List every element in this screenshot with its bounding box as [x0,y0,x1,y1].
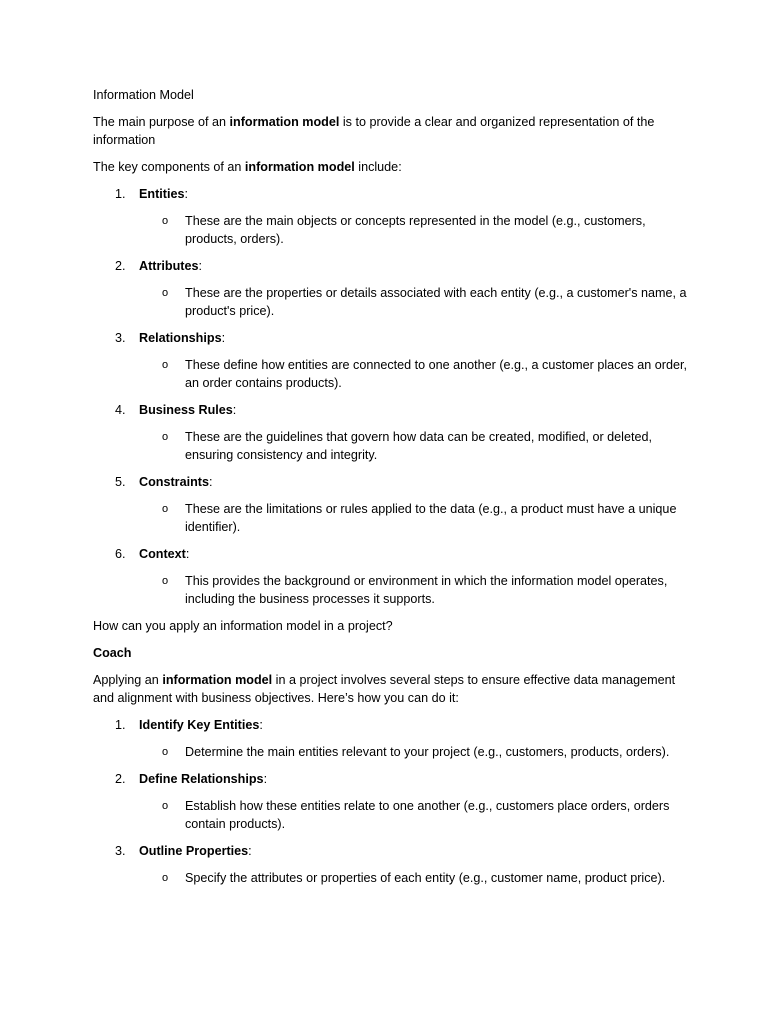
sub-list-item [139,428,688,464]
document-title: Information Model [93,88,194,102]
list-item: 3. Outline Properties: o Specify the attributes or properties of each entity (e.g., customer name, product price). [93,842,688,887]
list-item-description: These are the guidelines that govern how data can be created, modified, or deleted, ensuring consistency and integrity. [185,430,652,462]
list-item-description: These are the properties or details associated with each entity (e.g., a customer's name, a product's price). [185,286,687,318]
list-item-label: Define Relationships [139,772,264,786]
list-number: 3. [115,844,126,858]
sub-list-item [139,743,688,761]
list-item: 6. Context: o This provides the background or environment in which the information model operates, including the business processes it supports. [93,545,688,608]
list-item-description: Establish how these entities relate to one another (e.g., customers place orders, orders contain products). [185,799,670,831]
intro-paragraph [93,113,688,149]
list-item: 3. Relationships: o These define how entities are connected to one another (e.g., a customer places an order, an order contains products). [115,331,687,390]
list-item-label: Outline Properties [139,844,249,858]
list-item-description: This provides the background or environment in which the information model operates, including the business processes it supports. [185,574,668,606]
apply-intro-bold: information model [162,673,273,687]
sub-list-item [139,797,688,833]
bullet-icon: o [162,746,169,758]
components-list [93,185,688,608]
components-intro-paragraph [93,158,688,176]
sub-list-item [139,212,688,248]
list-item-description: Determine the main entities relevant to your project (e.g., customers, products, orders). [185,745,670,759]
list-item: 2. Attributes: o These are the properties or details associated with each entity (e.g., a customer's name, a product's price). [115,259,687,318]
list-number: 3. [115,331,126,345]
list-item-description: Specify the attributes or properties of each entity (e.g., customer name, product price). [185,871,666,885]
list-item: 1. Identify Key Entities: o Determine the main entities relevant to your project (e.g., customers, products, orders). [93,716,688,761]
intro-text-post: is to provide a clear and organized representation of the information [93,115,655,147]
bullet-icon: o [162,215,169,227]
list-item-description: These are the main objects or concepts represented in the model (e.g., customers, products, orders). [185,214,646,246]
list-item-label: Entities [139,187,185,201]
sub-list-item [139,356,688,392]
apply-intro-post: in a project involves several steps to ensure effective data management and alignment with business objectives. Here’s how you can do it: [93,673,676,705]
list-number: 6. [115,547,126,561]
apply-intro-paragraph [93,671,688,707]
sub-list-item [139,500,688,536]
list-item-label: Attributes [139,259,199,273]
list-item: 2. Define Relationships: o Establish how these entities relate to one another (e.g., customers place orders, orders contain products). [93,770,688,833]
list-item: 1. Entities: o These are the main objects or concepts represented in the model (e.g., customers, products, orders). [93,185,688,248]
components-intro-post: include: [354,160,402,174]
intro-text-bold: information model [229,115,340,129]
sub-list-item [139,869,688,887]
bullet-icon: o [162,575,169,587]
bullet-icon: o [162,503,169,515]
components-intro-bold: information model [244,160,355,174]
sub-list-item [139,284,688,320]
sub-list-item [139,572,688,608]
steps-list [93,716,688,887]
bullet-icon: o [162,872,169,884]
coach-heading: Coach [93,646,132,660]
list-item-label: Relationships [139,331,222,345]
list-item-label: Constraints [139,475,209,489]
bullet-icon: o [162,287,169,299]
list-item-label: Context [139,547,186,561]
list-number: 5. [115,475,126,489]
question-paragraph: How can you apply an information model in a project? [93,619,393,633]
list-item-description: These define how entities are connected to one another (e.g., a customer places an order, an order contains products). [185,358,687,390]
list-number: 4. [115,403,126,417]
list-item-label: Business Rules [139,403,233,417]
list-item-description: These are the limitations or rules applied to the data (e.g., a product must have a unique identifier). [185,502,677,534]
list-number: 2. [115,772,126,786]
bullet-icon: o [162,359,169,371]
components-intro-pre: The key components of an [93,160,245,174]
bullet-icon: o [162,431,169,443]
list-item-label: Identify Key Entities [139,718,260,732]
list-number: 2. [115,259,126,273]
list-item: 5. Constraints: o These are the limitations or rules applied to the data (e.g., a product must have a unique identifier). [93,473,688,536]
list-item: 4. Business Rules: o These are the guidelines that govern how data can be created, modified, or deleted, ensuring consistency and integrity. [93,401,688,464]
bullet-icon: o [162,800,169,812]
list-number: 1. [115,718,126,732]
apply-intro-pre: Applying an [93,673,163,687]
list-number: 1. [115,187,126,201]
intro-text-pre: The main purpose of an [93,115,230,129]
